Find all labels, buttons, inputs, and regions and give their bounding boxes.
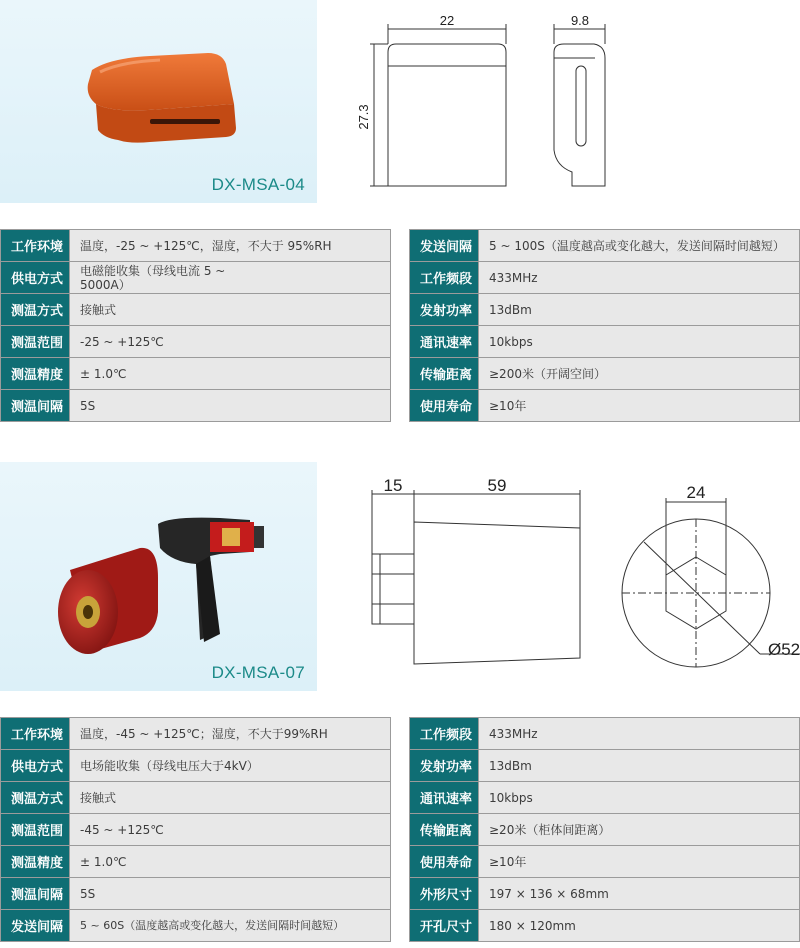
row-value: 电磁能收集（母线电流 5 ~ 5000A） <box>70 262 391 294</box>
row-label: 测温范围 <box>1 814 70 846</box>
row-value: 433MHz <box>479 262 800 294</box>
table-row <box>410 910 800 942</box>
width-dimension: 22 <box>439 13 455 28</box>
table-row <box>1 326 391 358</box>
red-sensor-and-connector-image <box>0 462 317 691</box>
row-value: ± 1.0℃ <box>70 846 391 878</box>
table-row <box>1 390 391 422</box>
model-label: DX-MSA-07 <box>211 663 305 682</box>
spec-table-msa-07-right <box>409 717 800 942</box>
row-label: 传输距离 <box>410 814 479 846</box>
row-label: 测温精度 <box>1 358 70 390</box>
row-label: 测温间隔 <box>1 390 70 422</box>
row-value: 5 ~ 60S（温度越高或变化越大，发送间隔时间越短） <box>70 910 391 942</box>
table-row <box>410 846 800 878</box>
row-value: 10kbps <box>479 326 800 358</box>
table-row <box>1 262 391 294</box>
table-row <box>410 782 800 814</box>
table-row <box>1 750 391 782</box>
spec-table-msa-04-left <box>0 229 391 422</box>
row-value: ≥10年 <box>479 846 800 878</box>
orange-sensor-image <box>0 0 317 203</box>
table-row <box>1 814 391 846</box>
row-label: 传输距离 <box>410 358 479 390</box>
row-label: 工作环境 <box>1 230 70 262</box>
table-row <box>1 846 391 878</box>
row-label: 发送间隔 <box>1 910 70 942</box>
table-row <box>1 294 391 326</box>
row-value: ≥200米（开阔空间） <box>479 358 800 390</box>
row-label: 通讯速率 <box>410 326 479 358</box>
spec-table-msa-04-right <box>409 229 800 422</box>
technical-drawing-msa-07 <box>340 462 800 691</box>
row-label: 发射功率 <box>410 294 479 326</box>
row-label: 开孔尺寸 <box>410 910 479 942</box>
row-value: -45 ~ +125℃ <box>70 814 391 846</box>
row-value: 197 × 136 × 68mm <box>479 878 800 910</box>
row-label: 测温方式 <box>1 294 70 326</box>
table-row <box>410 718 800 750</box>
table-row <box>410 326 800 358</box>
product-photo-msa-07 <box>0 462 317 691</box>
row-value: 433MHz <box>479 718 800 750</box>
table-row <box>410 294 800 326</box>
row-label: 发射功率 <box>410 750 479 782</box>
row-label: 测温方式 <box>1 782 70 814</box>
table-row <box>410 878 800 910</box>
row-value: 接触式 <box>70 294 391 326</box>
row-label: 测温范围 <box>1 326 70 358</box>
length-dimension-2: 59 <box>487 476 507 495</box>
table-row <box>410 814 800 846</box>
row-label: 供电方式 <box>1 750 70 782</box>
table-row <box>1 910 391 942</box>
spec-table-msa-07-left <box>0 717 391 942</box>
row-value: 13dBm <box>479 750 800 782</box>
table-row <box>410 262 800 294</box>
row-value: ≥10年 <box>479 390 800 422</box>
hex-dimension: 24 <box>686 483 706 502</box>
row-label: 测温精度 <box>1 846 70 878</box>
table-row <box>410 750 800 782</box>
table-row <box>410 358 800 390</box>
row-label: 供电方式 <box>1 262 70 294</box>
row-value: 温度，-45 ~ +125℃；湿度，不大于99%RH <box>70 718 391 750</box>
table-row <box>410 230 800 262</box>
row-value: 5 ~ 100S（温度越高或变化越大，发送间隔时间越短） <box>479 230 800 262</box>
row-label: 外形尺寸 <box>410 878 479 910</box>
table-row <box>1 718 391 750</box>
table-row <box>1 878 391 910</box>
table-row <box>1 782 391 814</box>
table-row <box>1 358 391 390</box>
row-value: 5S <box>70 390 391 422</box>
product-photo-msa-04 <box>0 0 317 203</box>
row-label: 工作环境 <box>1 718 70 750</box>
row-value: 180 × 120mm <box>479 910 800 942</box>
row-value: 13dBm <box>479 294 800 326</box>
row-value: 5S <box>70 878 391 910</box>
row-label: 使用寿命 <box>410 390 479 422</box>
row-value: 10kbps <box>479 782 800 814</box>
row-value: ± 1.0℃ <box>70 358 391 390</box>
row-value: ≥20米（柜体间距离） <box>479 814 800 846</box>
technical-drawing-msa-04 <box>340 0 800 203</box>
table-row <box>410 390 800 422</box>
table-row <box>1 230 391 262</box>
row-label: 测温间隔 <box>1 878 70 910</box>
row-value: 温度，-25 ~ +125℃，湿度，不大于 95%RH <box>70 230 391 262</box>
height-dimension: 27.3 <box>356 104 371 130</box>
row-label: 发送间隔 <box>410 230 479 262</box>
row-label: 使用寿命 <box>410 846 479 878</box>
row-label: 工作频段 <box>410 262 479 294</box>
depth-dimension: 9.8 <box>570 13 590 28</box>
row-value: 接触式 <box>70 782 391 814</box>
length-dimension-1: 15 <box>383 476 403 495</box>
row-value: -25 ~ +125℃ <box>70 326 391 358</box>
row-label: 工作频段 <box>410 718 479 750</box>
row-label: 通讯速率 <box>410 782 479 814</box>
model-label: DX-MSA-04 <box>211 175 305 194</box>
diameter-dimension: Ø52 <box>768 640 800 659</box>
row-value: 电场能收集（母线电压大于4kV） <box>70 750 391 782</box>
